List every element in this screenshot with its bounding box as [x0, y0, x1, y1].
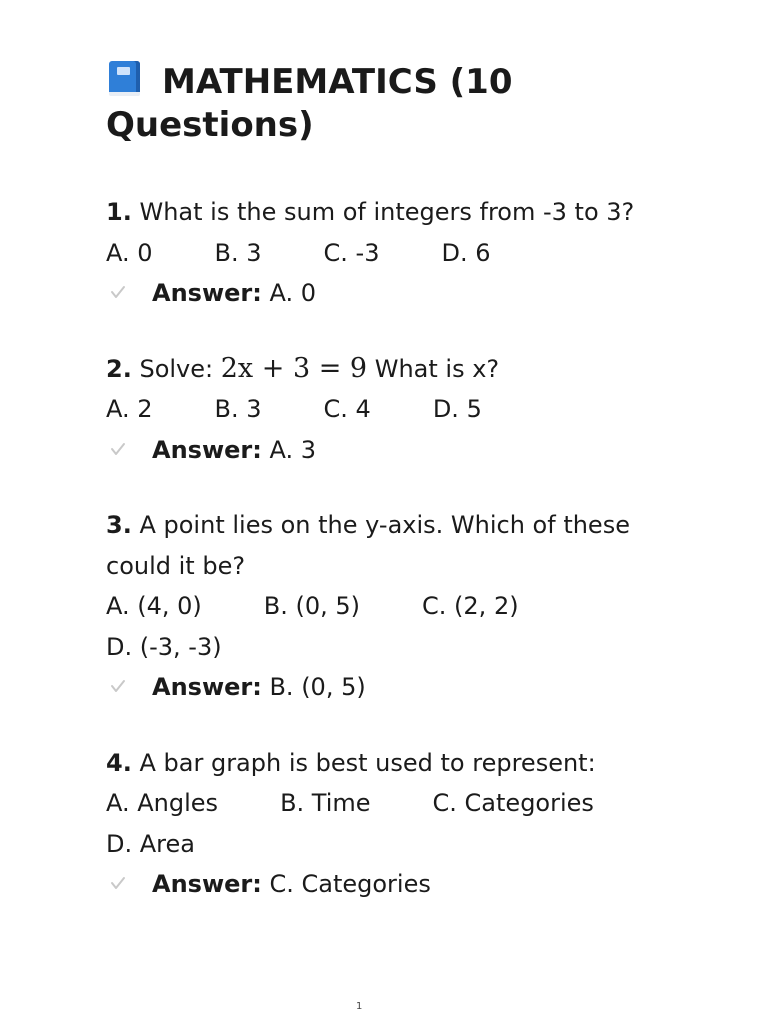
question-3	[106, 505, 666, 708]
check-mark-icon	[110, 875, 126, 891]
question-number: 2.	[106, 354, 132, 383]
option-c: C. 4	[323, 395, 371, 423]
question-prompt: What is the sum of integers from -3 to 3?	[139, 198, 635, 226]
option-b: B. (0, 5)	[263, 592, 361, 620]
answer-options	[106, 389, 666, 430]
option-b: B. Time	[280, 789, 371, 817]
option-a: A. 2	[106, 395, 153, 423]
answer-label: Answer:	[152, 279, 262, 307]
page-number: 1	[356, 1001, 363, 1012]
option-d: D. Area	[106, 829, 195, 858]
answer-label: Answer:	[152, 673, 262, 701]
option-b: B. 3	[214, 238, 262, 267]
option-c: C. -3	[323, 238, 380, 267]
page-title-text: MATHEMATICS (10 Questions)	[106, 62, 513, 145]
option-b: B. 3	[214, 395, 262, 423]
check-mark-icon	[110, 284, 126, 300]
question-2	[106, 349, 666, 471]
answer-line	[106, 430, 666, 471]
page-title	[106, 60, 666, 147]
answer-label: Answer:	[152, 435, 262, 464]
question-number: 4.	[106, 748, 132, 777]
question-text	[106, 192, 666, 233]
question-prompt: A bar graph is best used to represent:	[139, 748, 596, 777]
answer-line	[106, 864, 666, 905]
question-number: 3.	[106, 511, 132, 539]
answer-value: C. Categories	[269, 870, 431, 898]
question-text	[106, 349, 666, 390]
answer-line	[106, 667, 666, 708]
option-c: C. (2, 2)	[422, 592, 519, 620]
answer-line	[106, 273, 666, 314]
answer-label: Answer:	[152, 870, 262, 898]
option-c: C. Categories	[432, 789, 594, 817]
question-text	[106, 505, 666, 586]
question-prompt-end: What is x?	[374, 354, 500, 383]
option-a: A. 0	[106, 238, 153, 267]
option-d: D. (-3, -3)	[106, 632, 222, 661]
question-prompt: A point lies on the y-axis. Which of these could it be?	[106, 511, 630, 580]
question-4	[106, 743, 666, 905]
answer-options	[106, 586, 666, 667]
question-text	[106, 743, 666, 784]
blue-book-icon	[106, 60, 142, 96]
answer-value: B. (0, 5)	[269, 673, 366, 701]
option-a: A. Angles	[106, 789, 219, 817]
answer-options	[106, 233, 666, 274]
question-1	[106, 192, 666, 314]
check-mark-icon	[110, 678, 126, 694]
answer-value: A. 3	[269, 435, 316, 464]
question-prompt-start: Solve:	[139, 354, 214, 383]
document-page	[106, 60, 666, 905]
question-number: 1.	[106, 198, 132, 226]
option-a: A. (4, 0)	[106, 592, 202, 620]
check-mark-icon	[110, 441, 126, 457]
equation: 2x + 3 = 9	[220, 352, 368, 384]
answer-options	[106, 783, 666, 864]
answer-value: A. 0	[269, 279, 316, 307]
option-d: D. 5	[432, 395, 482, 423]
option-d: D. 6	[441, 238, 491, 267]
